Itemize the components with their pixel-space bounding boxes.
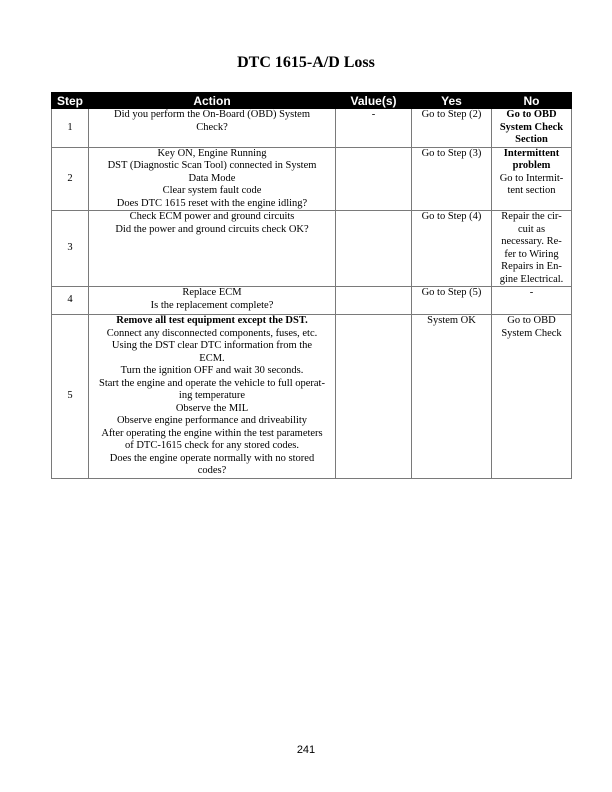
header-no: No	[492, 93, 572, 109]
value-cell	[336, 147, 412, 211]
action-line: DST (Diagnostic Scan Tool) connected in System	[107, 160, 317, 171]
action-line: Did you perform the On-Board (OBD) System	[114, 109, 310, 120]
yes-cell: Go to Step (5)	[412, 287, 492, 315]
header-action: Action	[89, 93, 336, 109]
action-line: Remove all test equipment except the DST.	[116, 315, 308, 326]
step-cell: 1	[52, 109, 89, 148]
yes-cell: Go to Step (3)	[412, 147, 492, 211]
no-cell	[492, 287, 572, 315]
no-line: gine Electrical.	[499, 273, 564, 285]
action-line: Replace ECM	[182, 287, 242, 298]
yes-cell: Go to Step (4)	[412, 211, 492, 287]
action-line: Observe engine performance and driveability	[116, 415, 308, 426]
action-line: ECM.	[199, 352, 225, 364]
value-cell	[336, 211, 412, 287]
yes-cell: Go to Step (2)	[412, 109, 492, 148]
table-row	[52, 315, 572, 479]
action-line: ing temperature	[178, 390, 246, 401]
action-line: Clear system fault code	[162, 185, 262, 196]
action-line: Is the replacement complete?	[150, 299, 274, 311]
no-line: problem	[512, 160, 551, 171]
no-line: Repairs in En-	[501, 261, 562, 272]
action-line: After operating the engine within the test parameters	[101, 427, 323, 439]
table-row	[52, 287, 572, 315]
no-line: Repair the cir-	[501, 211, 562, 222]
page-number: 241	[296, 744, 316, 756]
action-line: Did the power and ground circuits check OK?	[115, 223, 309, 235]
action-cell	[89, 147, 336, 211]
action-line: Using the DST clear DTC information from the	[111, 340, 313, 351]
no-line: System Check	[501, 327, 562, 339]
value-cell	[336, 315, 412, 479]
action-line: codes?	[197, 465, 227, 476]
action-line: of DTC-1615 check for any stored codes.	[124, 440, 300, 451]
table-row	[52, 109, 572, 148]
no-cell	[492, 315, 572, 479]
action-line: Start the engine and operate the vehicle to full operat-	[99, 377, 325, 389]
action-line: Check?	[196, 121, 228, 133]
header-step: Step	[52, 93, 89, 109]
table-row	[52, 211, 572, 287]
no-line: fer to Wiring	[504, 248, 559, 260]
header-yes: Yes	[412, 93, 492, 109]
no-line: -	[529, 287, 534, 298]
no-line: Section	[515, 134, 548, 145]
yes-cell: System OK	[412, 315, 492, 479]
no-line: Go to OBD	[506, 109, 557, 120]
no-cell	[492, 211, 572, 287]
header-values: Value(s)	[336, 93, 412, 109]
action-line: Does DTC 1615 reset with the engine idling?	[116, 197, 308, 209]
action-line: Observe the MIL	[175, 402, 249, 414]
action-line: Key ON, Engine Running	[157, 147, 267, 159]
step-cell: 3	[52, 211, 89, 287]
page-title: DTC 1615-A/D Loss	[237, 54, 375, 71]
step-cell: 5	[52, 315, 89, 479]
action-cell	[89, 315, 336, 479]
no-line: Intermittent	[503, 147, 560, 159]
action-cell	[89, 211, 336, 287]
action-line: Connect any disconnected components, fuses, etc.	[106, 327, 318, 339]
no-line: System Check	[499, 121, 564, 133]
no-cell	[492, 147, 572, 211]
action-line: Check ECM power and ground circuits	[129, 211, 295, 222]
value-cell	[336, 287, 412, 315]
no-cell	[492, 109, 572, 148]
table-row	[52, 147, 572, 211]
step-cell: 4	[52, 287, 89, 315]
diagnostic-table	[51, 92, 572, 479]
action-line: Turn the ignition OFF and wait 30 seconds.	[120, 365, 304, 376]
value-cell: -	[336, 109, 412, 148]
no-line: necessary. Re-	[501, 236, 562, 247]
action-cell	[89, 109, 336, 148]
step-cell: 2	[52, 147, 89, 211]
action-line: Does the engine operate normally with no stored	[109, 452, 315, 464]
action-cell	[89, 287, 336, 315]
table-header-row	[52, 93, 572, 109]
no-line: tent section	[507, 185, 556, 196]
no-line: Go to Intermit-	[499, 172, 564, 184]
action-line: Data Mode	[188, 172, 236, 184]
no-line: cuit as	[517, 223, 546, 235]
no-line: Go to OBD	[507, 315, 556, 326]
